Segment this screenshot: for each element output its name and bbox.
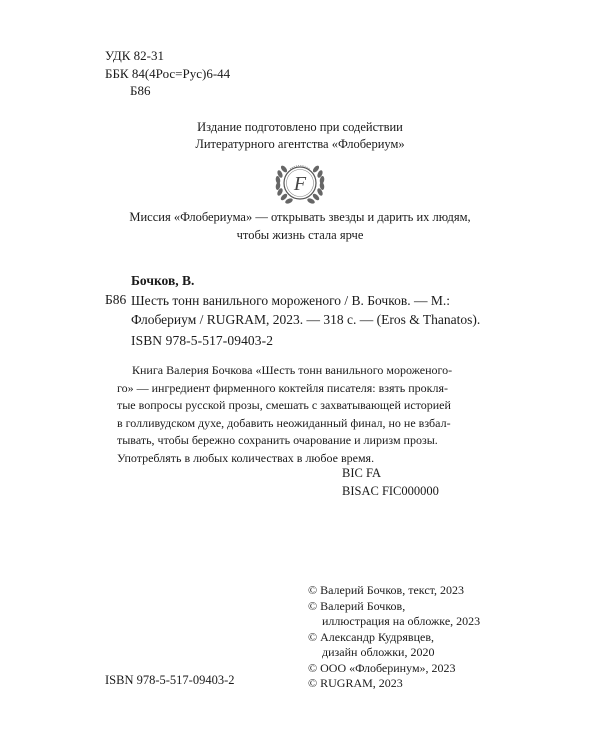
annotation-line: в голливудском духе, добавить неожиданный финал, но не взбал- [117,415,451,430]
record-author: Бочков, В. [131,273,195,288]
mission-statement [0,209,600,244]
annotation-line: Употреблять в любых количествах в любое время. [117,450,375,465]
udk-code: УДК 82-31 [105,48,165,63]
prepared-line-2: Литературного агентства «Флобериум» [195,137,405,151]
copyright-line: © Александр Кудрявцев, [308,629,435,644]
svg-text:F: F [293,173,307,195]
prepared-line-1: Издание подготовлено при содействии [197,120,403,134]
copyright-line: © Валерий Бочков, [308,598,406,613]
copyright-line: иллюстрация на обложке, 2023 [322,614,481,628]
floberium-logo-icon [264,157,336,209]
annotation-line: го» — ингредиент фирменного коктейля писателя: взять прокля- [117,380,449,395]
logo-emblem-svg [264,157,336,209]
annotation-line: тые вопросы русской прозы, смешать с захватывающей историей [117,398,451,412]
isbn-footer: ISBN 978-5-517-09403-2 [105,673,235,687]
record-sign: Б86 [105,292,127,307]
prepared-notice [0,119,600,153]
annotation-line: тывать, чтобы бережно сохранить очарование и лиризм прозы. [117,433,438,447]
biblio-line-2: Флобериум / RUGRAM, 2023. — 318 с. — (Eros & Thanatos). [131,312,481,327]
biblio-line-1: Шесть тонн ванильного мороженого / В. Бочков. — М.: [131,293,450,308]
copyright-line: © RUGRAM, 2023 [308,676,403,690]
copyright-notices [308,583,480,692]
bibliographic-description [131,291,480,329]
record-isbn: ISBN 978-5-517-09403-2 [131,333,274,348]
mission-line-1: Миссия «Флобериума» — открывать звезды и дарить их людям, [129,210,471,224]
bbk-code: ББК 84(4Рос=Рус)6-44 [105,65,231,81]
classification-codes [105,47,230,100]
copyright-line: © ООО «Флоберинум», 2023 [308,660,456,675]
copyright-line: © Валерий Бочков, текст, 2023 [308,583,464,597]
bic-code: BIC FA [342,466,382,480]
copyright-line: дизайн обложки, 2020 [322,645,435,659]
annotation [117,362,477,467]
subject-codes [342,465,439,500]
author-sign: Б86 [130,83,151,98]
mission-line-2: чтобы жизнь стала ярче [236,227,364,242]
annotation-line: Книга Валерия Бочкова «Шесть тонн ванильного мороженого- [132,363,453,377]
bisac-code: BISAC FIC000000 [342,483,439,498]
